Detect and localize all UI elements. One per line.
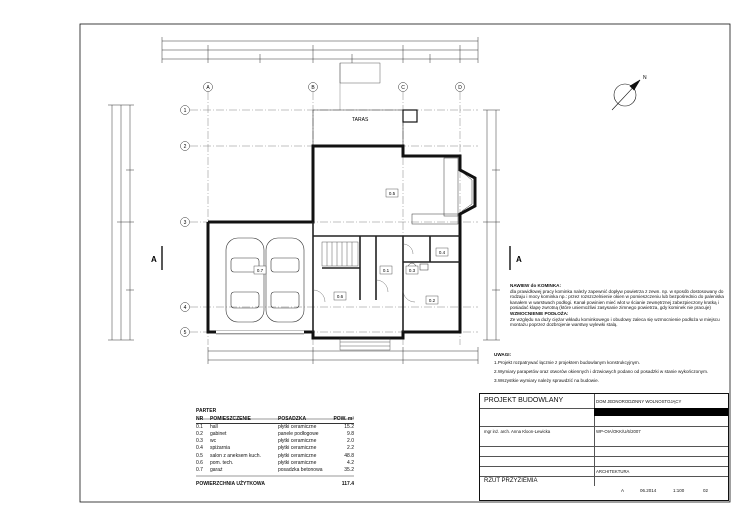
room-table-title: PARTER <box>196 408 217 414</box>
chimney-note-body: dla prawidłowej pracy kominka należy zapewnić dopływ powietrza z zewn. np. w sposób dostosowany do rodzaju i mocy kominka np.: przez rozszczelnienie okien w pomieszczeniu lub bezpośrednio do paleniska kanałem w warstwach podłogi. Kanał powinien mieć wlot w ścianie zewnętrznej zabezpieczony kratką i posiadać klapę zwrotną (które uniemożliwi zasysanie zimnego powietrza, gdy kominek nie pracuje) <box>510 288 724 311</box>
interior-walls <box>313 222 460 332</box>
cell: 2.0 <box>347 438 354 445</box>
room-tag-0-6: 0.6 <box>336 294 344 299</box>
axis-label-2: 2 <box>183 144 187 150</box>
cell: 0.7 <box>196 466 203 473</box>
room-tag-0-5: 0.5 <box>388 191 396 196</box>
chimney-note <box>510 283 725 328</box>
redacted-address <box>594 408 728 416</box>
axis-label-c: C <box>401 85 405 91</box>
cell: panele podłogowe <box>278 431 319 438</box>
date: 06.2014 <box>640 488 657 493</box>
reinforcement-heading: WZMOCNIENIE PODŁOŻA: <box>510 310 569 316</box>
project-type: PROJEKT BUDOWLANY <box>484 397 564 404</box>
axis-label-4: 4 <box>183 305 187 311</box>
dimension-lines-bottom <box>208 347 478 364</box>
cell: gabinet <box>210 431 227 438</box>
designer-name: mgr inż. arch. Anna Kloon-Lewicka <box>484 429 551 434</box>
axis-label-1: 1 <box>183 108 187 114</box>
cell: 0.2 <box>196 431 203 438</box>
cell: 0.6 <box>196 459 203 466</box>
cell: 4.2 <box>347 459 354 466</box>
cell: 0.1 <box>196 424 203 431</box>
cell: garaż <box>210 466 223 473</box>
bay-window <box>462 172 472 211</box>
grid-axes <box>190 92 478 345</box>
room-tags <box>254 189 448 304</box>
axis-label-5: 5 <box>183 330 187 336</box>
chimney-note-heading: NAWIEW do KOMINKA: <box>510 283 562 288</box>
cell: 0.3 <box>196 438 203 445</box>
col-room: POMIESZCZENIE <box>210 416 251 423</box>
cell: płytki ceramiczne <box>278 424 317 431</box>
axis-label-a: A <box>206 85 210 91</box>
sheet-title: RZUT PRZYZIEMIA <box>484 478 538 484</box>
total-value: 117.4 <box>341 480 354 487</box>
axis-label-3: 3 <box>183 220 187 226</box>
sheet-number: 02 <box>703 488 709 493</box>
title-block <box>479 393 729 501</box>
table-row <box>196 467 354 474</box>
cell: wc <box>210 438 217 445</box>
section-label-right: A <box>516 255 522 264</box>
remarks-note <box>494 352 734 387</box>
col-area: POW. m² <box>333 416 354 423</box>
section-label-left: A <box>151 255 157 264</box>
branch: ARCHITEKTURA <box>596 469 630 474</box>
reinforcement-body: Ze względu na duży ciężar wkładu kominkowego i obudowy zaleca się wzmocnienie podłoża w miejscu montażu poprzez dozbrojenie warstwy wylewki stalą. <box>510 316 720 328</box>
entrance-steps <box>340 338 390 350</box>
table-row <box>196 453 354 460</box>
table-total-row <box>196 481 354 488</box>
remarks-heading: UWAGI: <box>494 352 512 357</box>
terrace-label: TARAS <box>352 117 369 123</box>
room-tag-0-4: 0.4 <box>438 250 446 255</box>
room-table-header <box>196 416 354 424</box>
north-label: N <box>643 75 647 81</box>
cell: pom. tech. <box>210 459 234 466</box>
room-tag-0-3: 0.3 <box>408 268 416 273</box>
cell: 2.2 <box>347 445 354 452</box>
table-row <box>196 438 354 445</box>
garage-cars <box>226 238 304 322</box>
stairs <box>322 242 358 266</box>
designer-license: WP-OIA/OKK/U/6/2007 <box>596 429 641 434</box>
cell: salon z aneksem kuch. <box>210 452 261 459</box>
phase: A <box>621 488 625 493</box>
grid-bubbles-letters <box>204 83 465 92</box>
cell: 0.5 <box>196 452 203 459</box>
cell: płytki ceramiczne <box>278 438 317 445</box>
north-arrow-icon <box>612 80 640 110</box>
scale: 1:100 <box>673 488 685 493</box>
room-tag-0-2: 0.2 <box>428 298 436 303</box>
cell: hall <box>210 424 218 431</box>
dimension-lines-top <box>162 37 478 63</box>
remark-line: 3.Wszystkie wymiary należy sprawdzić na budowie. <box>494 377 599 383</box>
cell: 48.8 <box>344 452 354 459</box>
title-block-row <box>480 416 728 427</box>
table-row <box>196 424 354 431</box>
cell: płytki ceramiczne <box>278 452 317 459</box>
axis-label-b: B <box>311 85 315 91</box>
fireplace <box>403 110 417 122</box>
room-table <box>196 408 354 488</box>
cell: 35.2 <box>344 466 354 473</box>
total-label: POWIERZCHNIA UŻYTKOWA <box>196 480 265 487</box>
remark-line: 2.Wymiary parapetów oraz otworów okiennych i drzwiowych podano od posadzki w stanie wykończonym. <box>494 368 709 374</box>
col-floor: POSADZKA <box>278 416 307 423</box>
cell: spiżarnia <box>210 445 231 452</box>
terrace-outline <box>313 63 403 146</box>
dimension-lines-right <box>483 110 500 340</box>
table-row <box>196 460 354 467</box>
kitchen-counter <box>412 158 458 224</box>
cell: 15.2 <box>344 424 354 431</box>
door-swings <box>313 244 415 302</box>
col-nr: NR <box>196 416 204 423</box>
object-name: DOM JEDNORODZINNY WOLNOSTOJĄCY <box>596 399 682 404</box>
room-tag-0-7: 0.7 <box>256 268 264 273</box>
cell: 0.4 <box>196 445 203 452</box>
cell: płytki ceramiczne <box>278 459 317 466</box>
dimension-lines-left <box>108 105 134 340</box>
cell: 9.8 <box>347 431 354 438</box>
table-row <box>196 445 354 452</box>
remark-line: 1.Projekt rozpatrywać łącznie z projektem budowlanym konstrukcyjnym. <box>494 359 641 365</box>
room-tag-0-1: 0.1 <box>382 268 390 273</box>
table-row <box>196 431 354 438</box>
axis-label-d: D <box>458 85 462 91</box>
cell: płytki ceramiczne <box>278 445 317 452</box>
cell: posadzka betonowa <box>278 466 323 473</box>
section-line-a <box>162 246 510 270</box>
